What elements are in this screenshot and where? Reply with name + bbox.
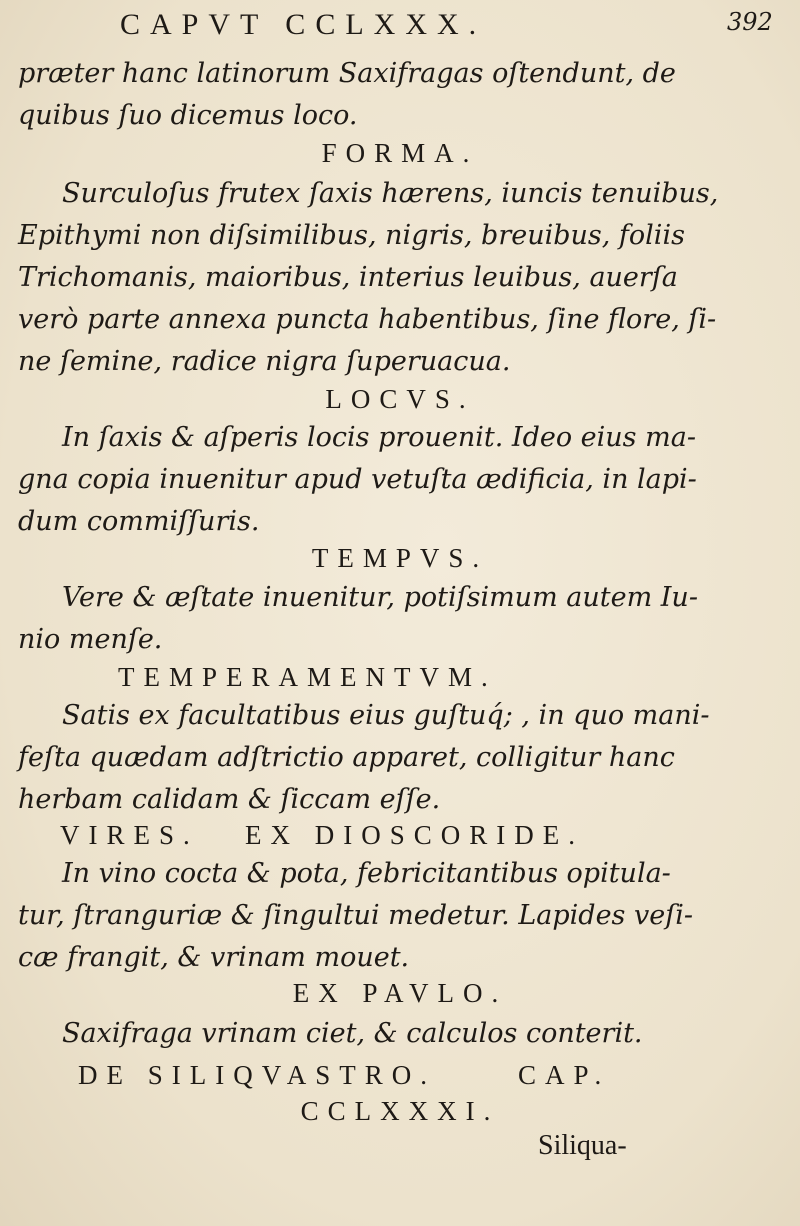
section-heading-vires: VIRES. [60,820,199,850]
catchword: Siliqua- [538,1130,627,1161]
text-line: quibus ſuo dicemus loco. [18,100,358,131]
text-line: Satis ex facultatibus eius guſtuq́; , in quo mani- [62,700,710,731]
text-line: Epithymi non diſsimilibus, nigris, breuibus, foliis [18,220,685,251]
text-line: feſta quædam adſtrictio apparet, colligitur hanc [18,742,675,773]
text-line: præter hanc latinorum Saxifragas oſtendunt, de [18,58,676,89]
section-heading-temperamentum: TEMPERAMENTVM. [118,662,497,692]
section-heading-paulo: EX PAVLO. [292,978,508,1008]
section-heading-locus: LOCVS. [325,384,475,414]
text-line: herbam calidam & ſiccam eſſe. [18,784,441,815]
section-heading-dioscoride: EX DIOSCORIDE. [245,820,584,850]
text-line: dum commiſſuris. [18,506,260,537]
text-line: verò parte annexa puncta habentibus, ſine flore, ſi- [18,304,717,335]
page-number: 392 [727,8,773,36]
text-line: nio menſe. [18,624,163,655]
next-chapter-title: DE SILIQVASTRO. [78,1060,437,1090]
next-chapter-number: CCLXXXI. [300,1096,500,1126]
text-line: tur, ſtranguriæ & ſingultui medetur. Lapides veſi- [18,900,693,931]
section-heading-forma: FORMA. [321,138,479,168]
text-line: Trichomanis, maioribus, interius leuibus, auerſa [18,262,678,293]
text-line: Vere & æſtate inuenitur, potiſsimum autem Iu- [62,582,698,613]
text-line: Saxifraga vrinam ciet, & calculos conterit. [62,1018,643,1049]
text-line: cæ frangit, & vrinam mouet. [18,942,410,973]
running-header: CAPVT CCLXXX. [120,8,487,41]
section-heading-tempus: TEMPVS. [311,543,489,573]
text-line: gna copia inuenitur apud vetuſta ædificia, in lapi- [18,464,697,495]
text-line: In ſaxis & aſperis locis prouenit. Ideo eius ma- [62,422,696,453]
text-line: ne ſemine, radice nigra ſuperuacua. [18,346,511,377]
text-line: In vino cocta & pota, febricitantibus opitula- [62,858,671,889]
text-line: Surculoſus frutex ſaxis hærens, iuncis tenuibus, [62,178,719,209]
next-chapter-cap-label: CAP. [518,1060,611,1090]
